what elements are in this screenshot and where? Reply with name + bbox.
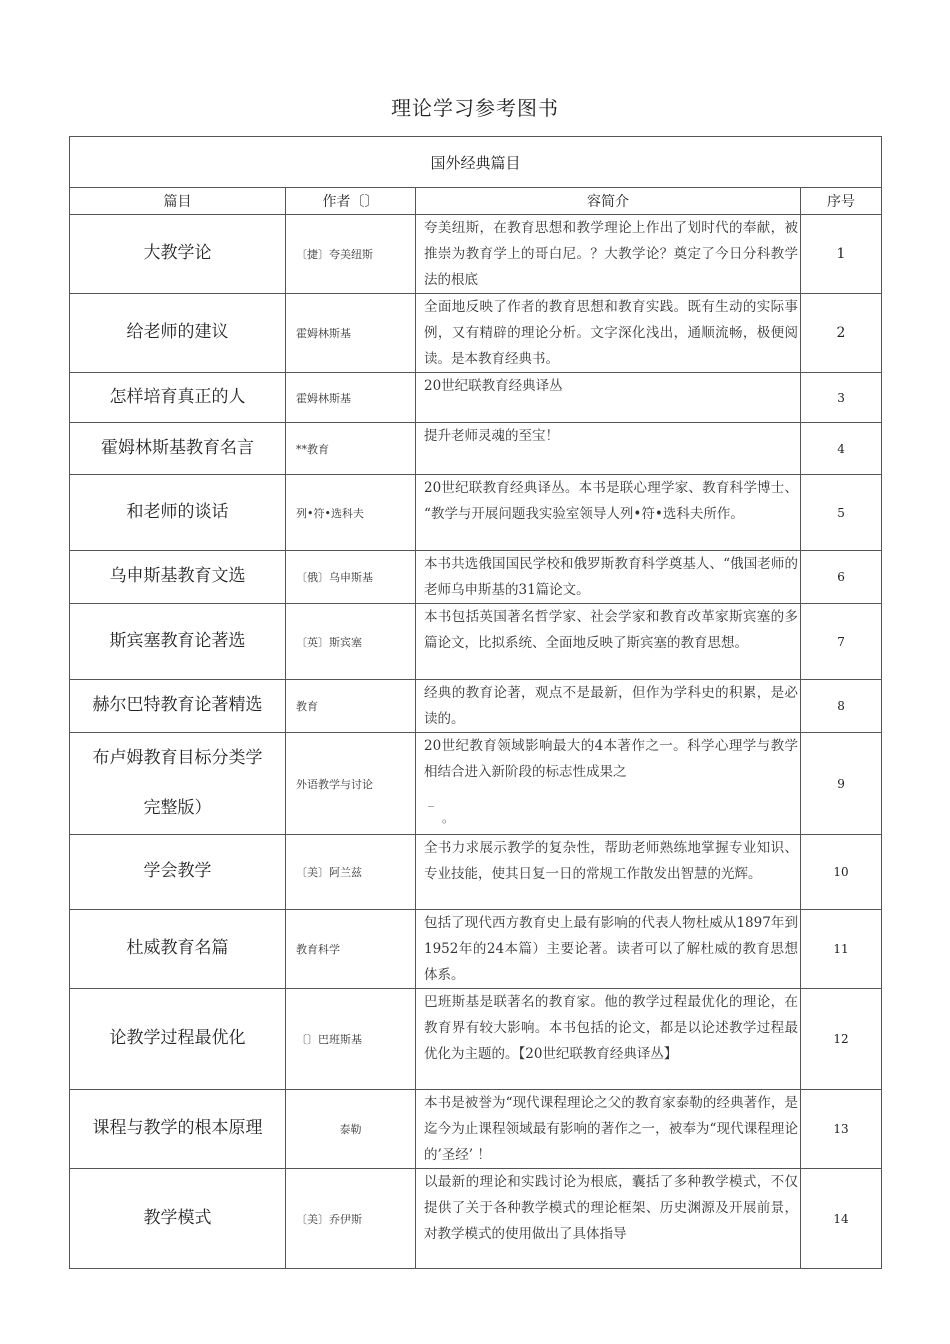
book-title: 霍姆林斯基教育名言	[70, 423, 286, 475]
table-row	[70, 551, 882, 604]
book-title	[70, 733, 286, 835]
table-row	[70, 1169, 882, 1269]
book-seq: 12	[801, 989, 882, 1090]
section-row	[70, 137, 882, 188]
book-seq: 3	[801, 373, 882, 423]
book-title: 怎样培育真正的人	[70, 373, 286, 423]
book-author: **教育	[286, 423, 416, 475]
table-row	[70, 733, 882, 835]
book-author: 教育科学	[286, 910, 416, 989]
book-seq: 5	[801, 475, 882, 551]
book-title: 教学模式	[70, 1169, 286, 1269]
table-row	[70, 989, 882, 1090]
book-title: 和老师的谈话	[70, 475, 286, 551]
book-desc-extra: _	[428, 793, 434, 807]
book-seq: 10	[801, 835, 882, 910]
book-desc-extra: 。	[442, 811, 455, 825]
book-desc: 夸美纽斯，在教育思想和教学理论上作出了划时代的奉献，被推崇为教育学上的哥白尼。？大教学论？奠定了今日分科教学法的根底	[416, 215, 801, 294]
header-author: 作者〔〕	[286, 188, 416, 215]
book-title: 大教学论	[70, 215, 286, 294]
book-title: 学会教学	[70, 835, 286, 910]
book-desc: 提升老师灵魂的至宝！	[416, 423, 801, 475]
book-desc	[416, 733, 801, 835]
book-desc: 经典的教育论著，观点不是最新，但作为学科史的积累，是必读的。	[416, 680, 801, 733]
book-desc: 20世纪联教育经典译丛	[416, 373, 801, 423]
table-row	[70, 423, 882, 475]
header-desc: 容简介	[416, 188, 801, 215]
table-row	[70, 835, 882, 910]
table-row	[70, 475, 882, 551]
book-author: 列•符•选科夫	[286, 475, 416, 551]
book-seq: 11	[801, 910, 882, 989]
section-title: 国外经典篇目	[70, 137, 882, 188]
book-seq: 4	[801, 423, 882, 475]
book-author: 〔美〕乔伊斯	[286, 1169, 416, 1269]
header-title: 篇目	[70, 188, 286, 215]
book-seq: 2	[801, 294, 882, 373]
book-title-line: 布卢姆教育目标分类学	[92, 748, 263, 768]
book-seq: 7	[801, 604, 882, 680]
book-title: 赫尔巴特教育论著精选	[70, 680, 286, 733]
book-table	[69, 136, 882, 1269]
book-desc: 巴班斯基是联著名的教育家。他的教学过程最优化的理论，在教育界有较大影响。本书包括的论文，都是以论述教学过程最优化为主题的。【20世纪联教育经典译丛】	[416, 989, 801, 1090]
book-desc: 本书共选俄国国民学校和俄罗斯教育科学奠基人、“俄国老师的老师乌申斯基的31篇论文。	[416, 551, 801, 604]
book-desc-text: 20世纪教育领域影响最大的4本著作之一。科学心理学与教学相结合进入新阶段的标志性成果之	[424, 738, 798, 780]
table-row	[70, 1090, 882, 1169]
book-seq: 1	[801, 215, 882, 294]
header-row	[70, 188, 882, 215]
book-author: 〔俄〕乌申斯基	[286, 551, 416, 604]
page-title: 理论学习参考图书	[391, 96, 559, 120]
book-desc: 本书包括英国著名哲学家、社会学家和教育改革家斯宾塞的多篇论文，比拟系统、全面地反映了斯宾塞的教育思想。	[416, 604, 801, 680]
book-author: 霍姆林斯基	[286, 373, 416, 423]
table-row	[70, 910, 882, 989]
book-desc: 包括了现代西方教育史上最有影响的代表人物杜威从1897年到1952年的24本篇）主要论著。读者可以了解杜威的教育思想体系。	[416, 910, 801, 989]
book-author: 〔捷〕夸美纽斯	[286, 215, 416, 294]
book-desc: 全面地反映了作者的教育思想和教育实践。既有生动的实际事例，又有精辟的理论分析。文字深化浅出，通顺流畅，极便阅读。是本教育经典书。	[416, 294, 801, 373]
book-seq: 6	[801, 551, 882, 604]
book-desc: 本书是被誉为“现代课程理论之父的教育家泰勒的经典著作，是迄今为止课程领域最有影响的著作之一，被奉为“现代课程理论的’圣经’ ！	[416, 1090, 801, 1169]
book-title: 乌申斯基教育文选	[70, 551, 286, 604]
book-author: 〔〕巴班斯基	[286, 989, 416, 1090]
book-title-line: 完整版）	[143, 797, 212, 818]
book-desc: 20世纪联教育经典译丛。本书是联心理学家、教育科学博士、 “教学与开展问题我实验室领导人列•符•选科夫所作。	[416, 475, 801, 551]
table-row	[70, 680, 882, 733]
book-seq: 13	[801, 1090, 882, 1169]
book-author: 〔美〕阿兰兹	[286, 835, 416, 910]
book-title: 杜威教育名篇	[70, 910, 286, 989]
book-seq: 9	[801, 733, 882, 835]
header-seq: 序号	[801, 188, 882, 215]
book-title: 课程与教学的根本原理	[70, 1090, 286, 1169]
book-desc: 以最新的理论和实践讨论为根底，囊括了多种教学模式，不仅提供了关于各种教学模式的理论框架、历史渊源及开展前景，对教学模式的使用做出了具体指导	[416, 1169, 801, 1269]
book-author: 外语教学与讨论	[286, 733, 416, 835]
book-author: 泰勒	[286, 1090, 416, 1169]
table-row	[70, 294, 882, 373]
book-seq: 8	[801, 680, 882, 733]
table-row	[70, 215, 882, 294]
table-row	[70, 373, 882, 423]
book-title: 给老师的建议	[70, 294, 286, 373]
book-author: 〔英〕斯宾塞	[286, 604, 416, 680]
book-title: 论教学过程最优化	[70, 989, 286, 1090]
book-seq: 14	[801, 1169, 882, 1269]
book-author: 教育	[286, 680, 416, 733]
table-row	[70, 604, 882, 680]
book-title: 斯宾塞教育论著选	[70, 604, 286, 680]
book-author: 霍姆林斯基	[286, 294, 416, 373]
book-desc: 全书力求展示教学的复杂性，帮助老师熟练地掌握专业知识、专业技能，使其日复一日的常规工作散发出智慧的光辉。	[416, 835, 801, 910]
